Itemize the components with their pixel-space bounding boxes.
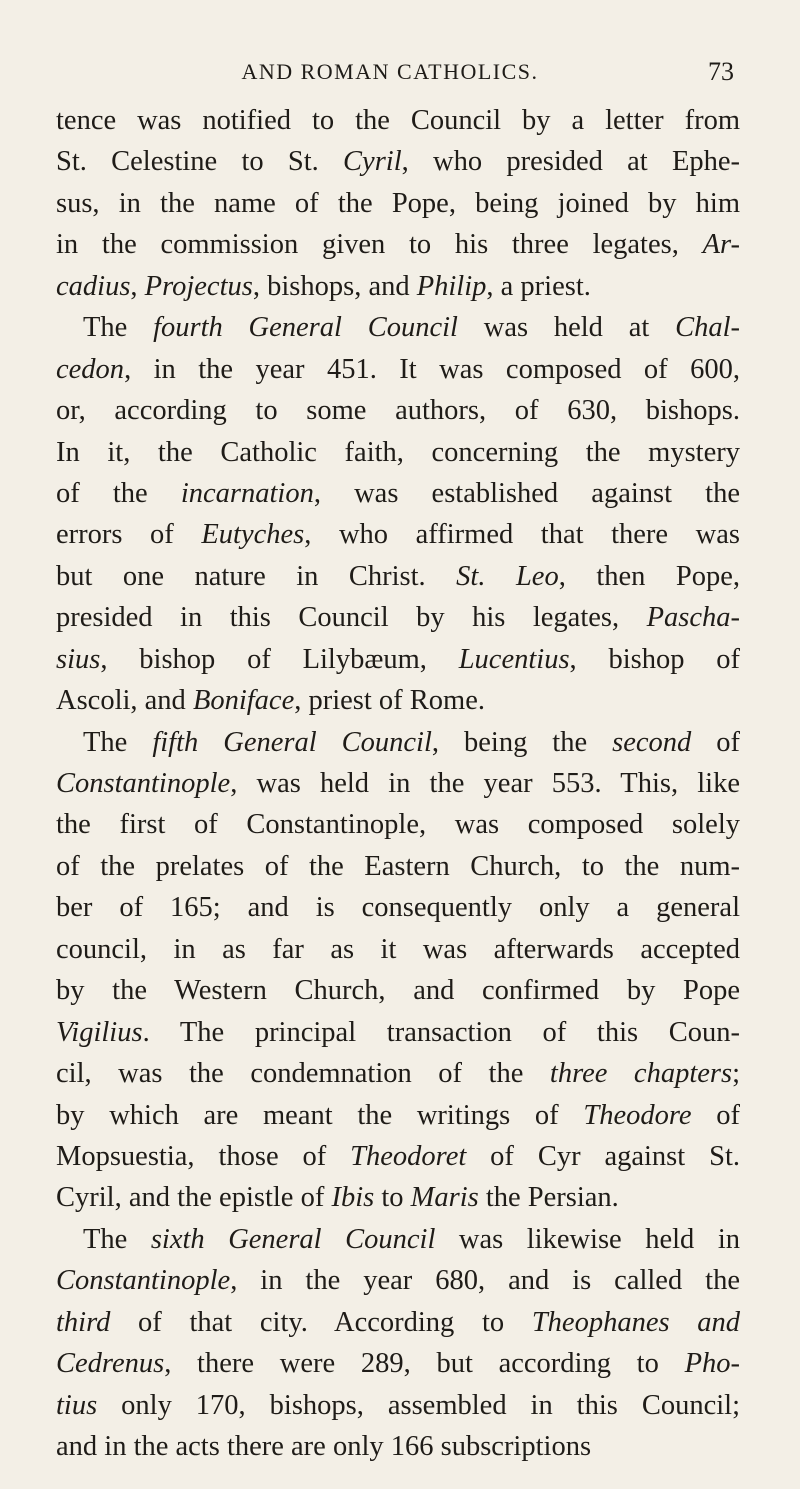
italic-text: fifth General Council (152, 726, 432, 758)
text-run: The (83, 312, 154, 344)
text-run: , then Pope, (558, 560, 740, 592)
text-run: ber of 165; and is consequently only a general (56, 892, 740, 924)
text-line (56, 763, 740, 804)
text-line (56, 224, 740, 265)
italic-text: Eutyches (201, 519, 305, 551)
text-line (56, 100, 740, 141)
text-run: of (691, 726, 741, 758)
text-line (56, 1385, 740, 1426)
text-run: , (130, 270, 145, 302)
italic-text: cedon (56, 353, 125, 385)
italic-text: Constantinople (56, 768, 231, 799)
italic-text: Pascha- (646, 602, 740, 634)
text-run: , who affirmed that there was (304, 519, 740, 551)
text-line (56, 680, 740, 721)
italic-text: incarnation (180, 477, 314, 509)
text-line (56, 722, 740, 763)
text-run: sus, in the name of the Pope, being joined by him (56, 187, 740, 219)
running-head (0, 52, 800, 92)
italic-text: Vigilius (56, 1016, 143, 1048)
italic-text: Ibis (331, 1182, 375, 1214)
text-line (56, 970, 740, 1011)
italic-text: three chapters (549, 1058, 733, 1090)
text-line (56, 1053, 740, 1094)
text-line (56, 1426, 740, 1467)
text-run: Cyril, and the epistle of (56, 1182, 332, 1214)
italic-text: sixth General Council (150, 1223, 436, 1255)
italic-text: Chal- (675, 312, 740, 344)
text-run: of the (56, 477, 181, 509)
page-number: 73 (708, 57, 734, 86)
text-line (56, 887, 740, 928)
text-run: and in the acts there are only 166 subscriptions (56, 1431, 592, 1462)
text-run: of the prelates of the Eastern Church, to the num- (56, 850, 740, 882)
text-line (56, 349, 740, 390)
text-run: of that city. According to (110, 1306, 532, 1338)
text-line (56, 597, 740, 638)
text-line (56, 639, 740, 680)
text-run: , being the (431, 726, 613, 758)
text-line (56, 1302, 740, 1343)
text-line (56, 141, 740, 182)
italic-text: Projectus (144, 270, 253, 302)
text-run: , bishop of Lilybæum, (100, 643, 459, 675)
text-run: of Cyr against St. (466, 1140, 740, 1172)
text-run: , who presided at Ephe- (401, 146, 741, 178)
text-run: St. Celestine to St. (56, 146, 344, 178)
text-run: only 170, bishops, assembled in this Council; (97, 1389, 740, 1421)
text-line (56, 473, 740, 514)
text-run: the Persian. (478, 1182, 619, 1214)
text-run: was held at (457, 312, 676, 344)
text-run: . The principal transaction of this Coun- (142, 1016, 740, 1048)
italic-text: Theophanes and (531, 1306, 740, 1338)
text-run: , bishop of (569, 643, 740, 675)
text-run: Mopsuestia, those of (56, 1140, 351, 1172)
text-run: , was established against the (313, 477, 740, 509)
text-run: by the Western Church, and confirmed by Pope (56, 975, 740, 1007)
text-run: to (374, 1182, 411, 1214)
italic-text: Theodore (583, 1099, 692, 1131)
text-run: , a priest. (486, 270, 591, 302)
text-line (56, 1260, 740, 1301)
text-line (56, 1012, 740, 1053)
text-line (56, 307, 740, 348)
italic-text: Boniface (192, 685, 295, 717)
italic-text: Constantinople (56, 1265, 231, 1297)
text-run: errors of (56, 519, 202, 551)
text-line (56, 432, 740, 473)
text-line (56, 804, 740, 845)
italic-text: Philip (416, 270, 487, 302)
text-line (56, 929, 740, 970)
text-run: , there were 289, but according to (164, 1348, 685, 1380)
text-run: council, in as far as it was afterwards accepted (56, 933, 740, 965)
italic-text: Pho- (684, 1348, 740, 1380)
text-run: , bishops, and (252, 270, 417, 302)
text-line (56, 1136, 740, 1177)
italic-text: Cedrenus (56, 1348, 165, 1380)
text-run: ; (732, 1058, 741, 1090)
italic-text: sius (56, 643, 101, 675)
text-run: , was held in the year 553. This, like (230, 768, 740, 799)
italic-text: fourth General Council (153, 312, 458, 344)
text-run: cil, was the condemnation of the (56, 1058, 550, 1090)
italic-text: Maris (410, 1182, 479, 1214)
text-run: , in the year 451. It was composed of 600, (124, 353, 740, 385)
text-line (56, 1219, 740, 1260)
text-run: Ascoli, and (56, 685, 193, 717)
text-line (56, 1343, 740, 1384)
text-line (56, 1095, 740, 1136)
text-run: the first of Constantinople, was composed solely (56, 809, 740, 841)
text-run: of (691, 1099, 740, 1131)
italic-text: cadius (56, 270, 131, 302)
italic-text: Ar- (702, 229, 740, 261)
italic-text: Cyril (343, 146, 402, 178)
text-run: presided in this Council by his legates, (56, 602, 647, 634)
text-line (56, 556, 740, 597)
text-line (56, 846, 740, 887)
text-run: , priest of Rome. (294, 685, 485, 717)
text-line (56, 1177, 740, 1218)
italic-text: third (56, 1306, 111, 1338)
text-run: , in the year 680, and is called the (230, 1265, 740, 1297)
text-run: tence was notified to the Council by a letter from (56, 105, 740, 136)
text-run: or, according to some authors, of 630, bishops. (56, 395, 740, 427)
body-text (56, 100, 740, 1467)
text-run: by which are meant the writings of (56, 1099, 584, 1131)
text-line (56, 183, 740, 224)
text-line (56, 266, 740, 307)
text-run: The (83, 1223, 151, 1255)
italic-text: tius (56, 1389, 98, 1421)
text-run: but one nature in Christ. (56, 560, 457, 592)
text-run: The (83, 726, 153, 758)
text-line (56, 514, 740, 555)
text-run: was likewise held in (435, 1223, 740, 1255)
italic-text: St. Leo (456, 560, 559, 592)
italic-text: Lucentius (458, 643, 570, 675)
text-run: In it, the Catholic faith, concerning the mystery (56, 436, 740, 468)
running-title: AND ROMAN CATHOLICS. (241, 59, 539, 84)
text-line (56, 390, 740, 431)
italic-text: second (612, 726, 692, 758)
text-run: in the commission given to his three legates, (56, 229, 703, 261)
italic-text: Theodoret (350, 1140, 467, 1172)
